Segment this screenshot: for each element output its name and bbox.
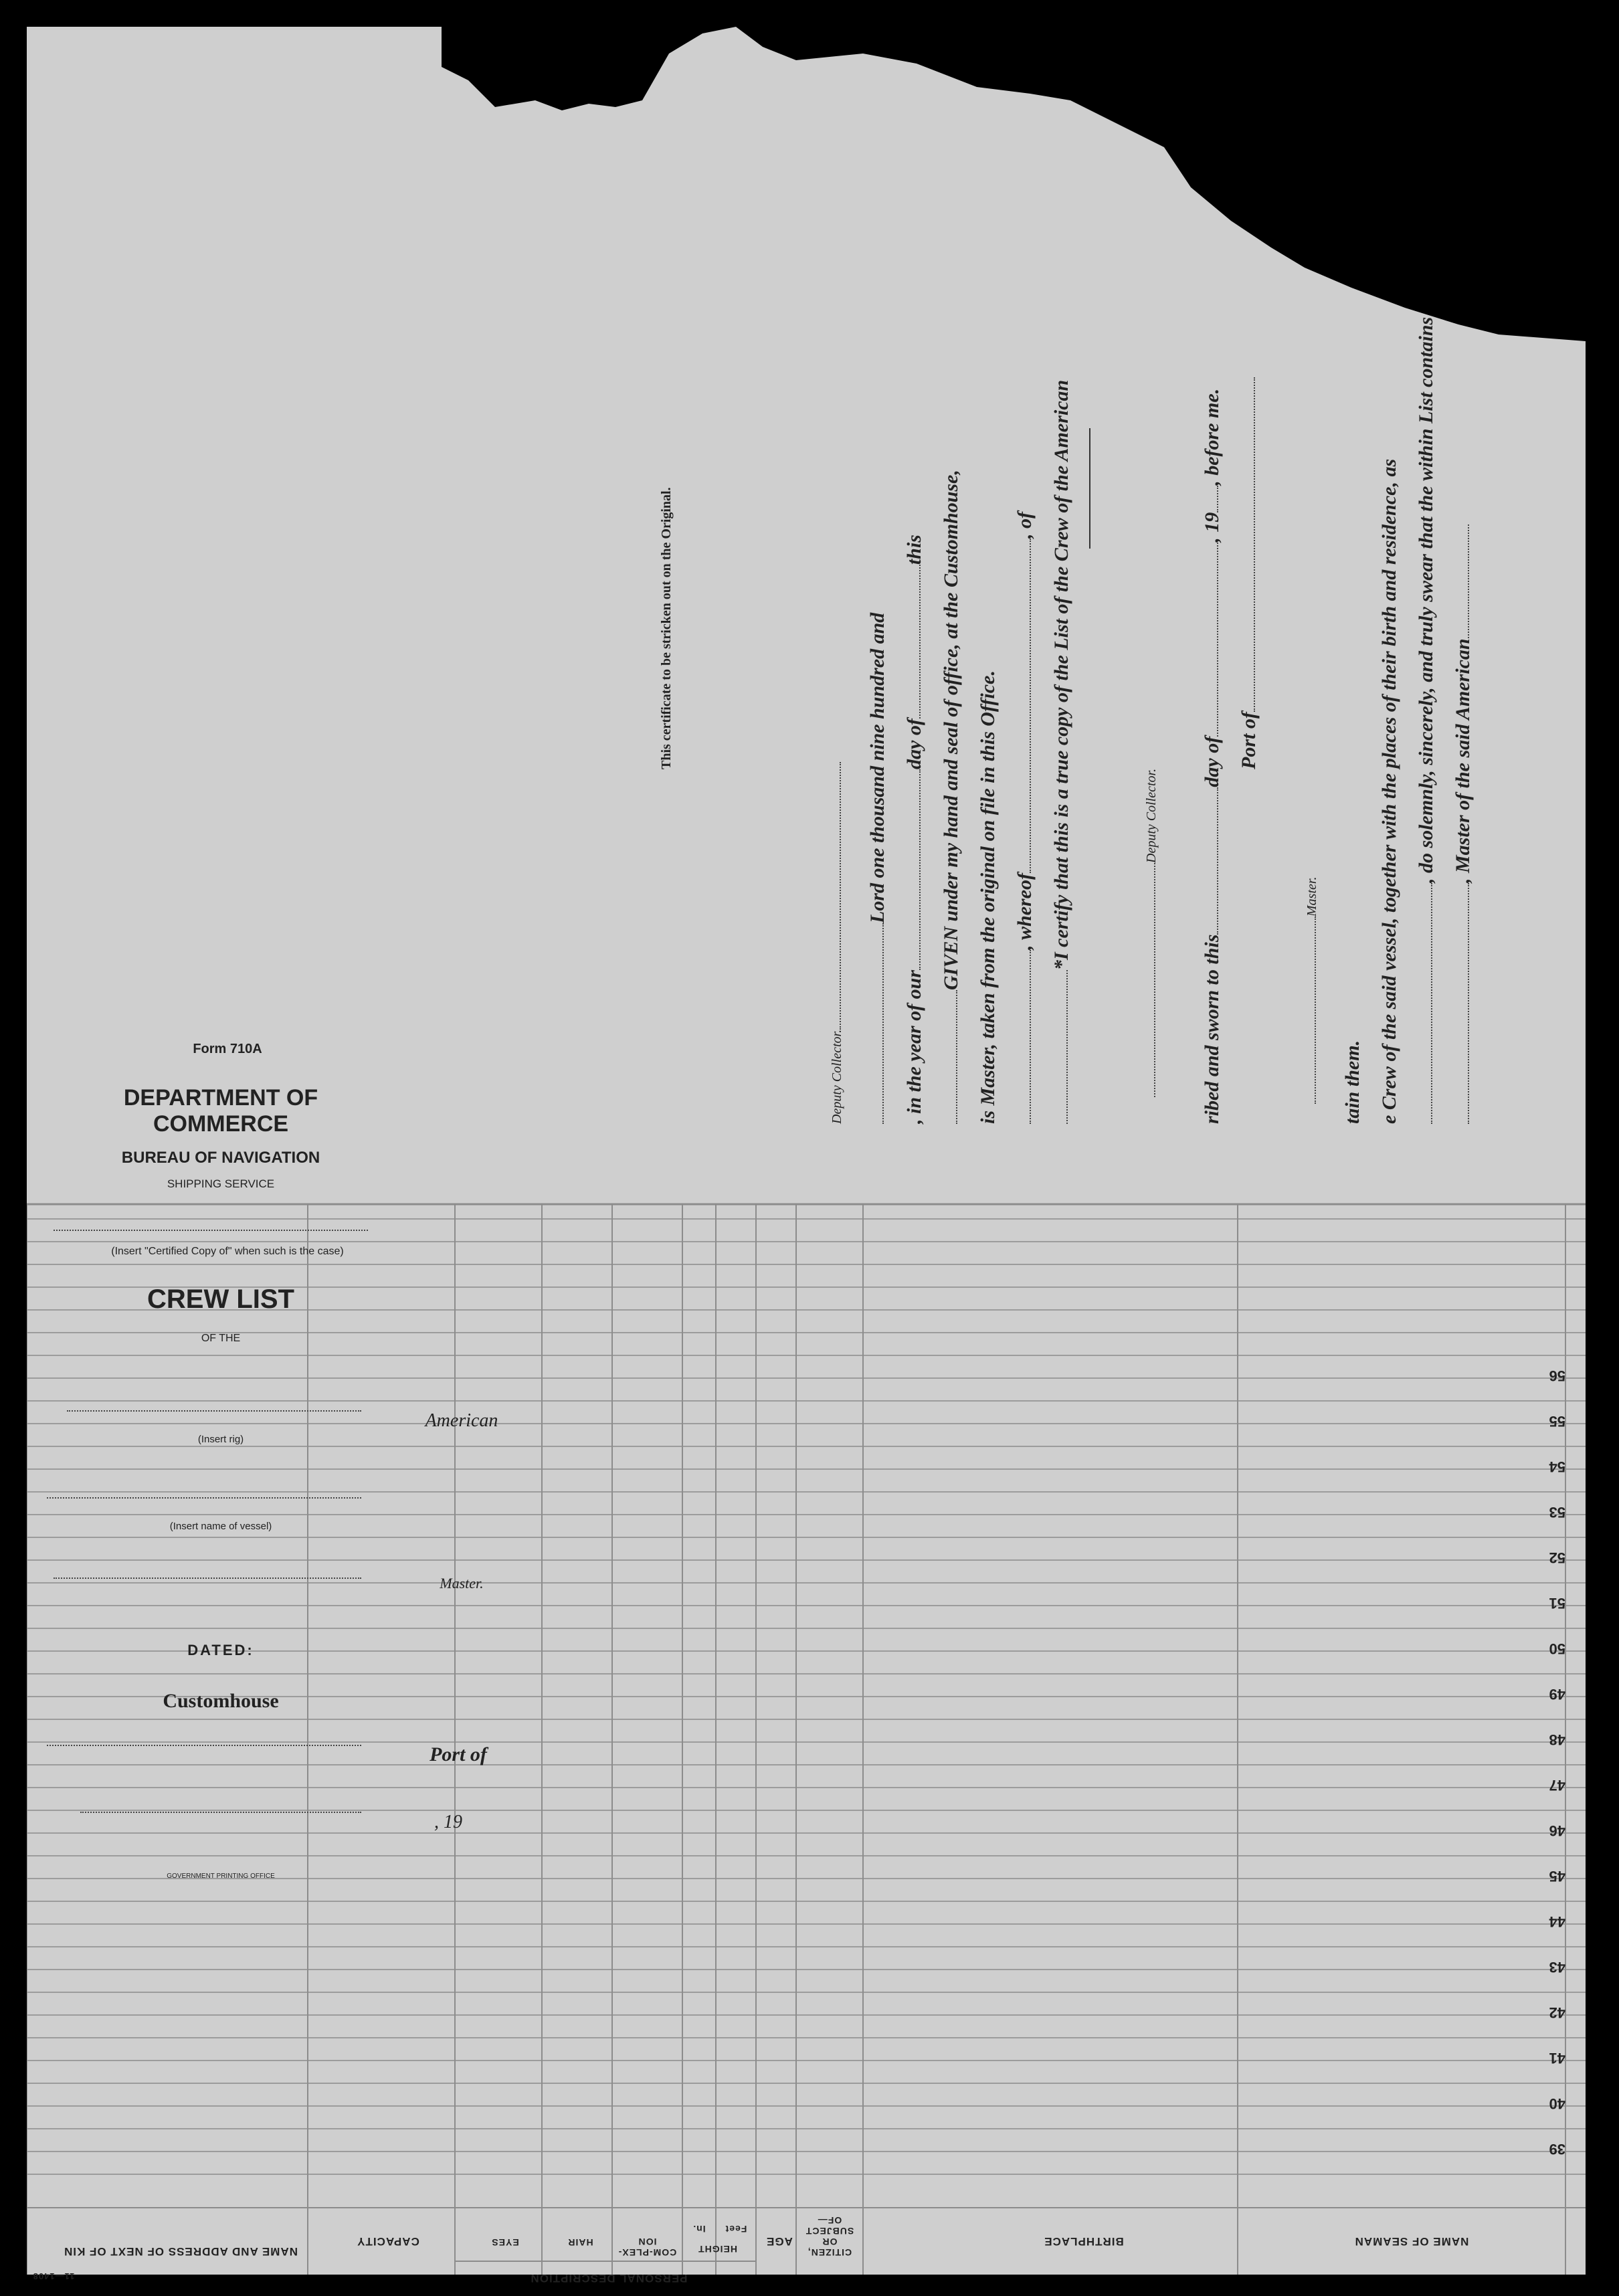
document-page: [27, 27, 1586, 2285]
print-code: 11—1408: [32, 2271, 75, 2281]
separator-line: [1089, 428, 1090, 549]
bureau: BUREAU OF NAVIGATION: [121, 1149, 320, 1167]
customhouse-label: Customhouse: [163, 1690, 279, 1712]
row-number: 42: [1549, 2004, 1565, 2021]
crew-list-title: CREW LIST: [147, 1284, 294, 1314]
header-personal-description: PERSONAL DESCRIPTION: [530, 2272, 688, 2285]
row-number: 39: [1549, 2141, 1565, 2158]
row-number: 47: [1549, 1777, 1565, 1794]
service: SHIPPING SERVICE: [167, 1177, 275, 1190]
row-number: 41: [1549, 2050, 1565, 2067]
oath-line-2: , do solemnly, sincerely, and truly swear that the within List contains: [1415, 316, 1437, 883]
year-19: , 19: [434, 1812, 462, 1832]
row-number: 52: [1549, 1549, 1565, 1566]
header-eyes: EYES: [491, 2237, 519, 2248]
form-number: Form 710A: [193, 1042, 262, 1056]
row-number: 45: [1549, 1868, 1565, 1885]
certified-note: (Insert "Certified Copy of" when such is the case): [111, 1246, 344, 1257]
row-number: 49: [1549, 1686, 1565, 1703]
oath-line-4: tain them.: [1341, 1040, 1363, 1124]
header-height: HEIGHT: [698, 2244, 737, 2255]
cert-line-6: Lord one thousand nine hundred and: [866, 612, 888, 923]
oath-port-label: Port of: [1238, 712, 1260, 769]
cert-note: This certificate to be stricken out on the Original.: [659, 487, 674, 769]
dated-label: DATED:: [187, 1642, 254, 1658]
row-number: 48: [1549, 1731, 1565, 1748]
row-number: 40: [1549, 2095, 1565, 2112]
header-citizen: CITIZEN, OR SUBJECT OF—: [805, 2215, 854, 2258]
cert-line-4: GIVEN under my hand and seal of office, at the Customhouse,: [940, 470, 962, 990]
cert-line-5b: day of: [903, 719, 925, 769]
header-capacity: CAPACITY: [357, 2235, 419, 2248]
header-feet: Feet: [725, 2224, 747, 2234]
port-line: [47, 1745, 361, 1746]
row-number: 50: [1549, 1640, 1565, 1657]
american-label: American: [425, 1410, 498, 1431]
row-number: 54: [1549, 1458, 1565, 1475]
printing-office: GOVERNMENT PRINTING OFFICE: [167, 1873, 275, 1880]
port-of-label: Port of: [430, 1743, 487, 1765]
oath-line-1: , Master of the said American: [1452, 638, 1474, 883]
oath-sworn: ribed and sworn to this: [1201, 934, 1223, 1124]
row-number: 43: [1549, 1959, 1565, 1976]
row-number: 53: [1549, 1504, 1565, 1521]
header-name-of-seaman: NAME OF SEAMAN: [1354, 2235, 1469, 2248]
insert-rig: (Insert rig): [197, 1434, 244, 1445]
oath-master-label: Master.: [1305, 876, 1319, 917]
row-number: 51: [1549, 1595, 1565, 1612]
oath-year: , 19: [1201, 512, 1223, 543]
torn-edge: [27, 27, 1586, 375]
cert-whereof: , whereof: [1014, 873, 1036, 950]
insert-vessel: (Insert name of vessel): [169, 1521, 272, 1532]
header-inches: In.: [692, 2224, 706, 2234]
cert-line-5c: , in the year of our: [903, 969, 925, 1124]
oath-line-3: e Crew of the said vessel, together with the places of their birth and residence, as: [1378, 458, 1400, 1124]
row-number: 55: [1549, 1413, 1565, 1430]
cert-line-3: is Master, taken from the original on file in this Office.: [977, 670, 999, 1124]
certified-line: [54, 1230, 368, 1231]
vessel-line: [47, 1497, 361, 1499]
header-next-of-kin: NAME AND ADDRESS OF NEXT OF KIN: [64, 2245, 298, 2258]
cert-line-1: *I certify that this is a true copy of the List of the Crew of the American: [1050, 379, 1072, 970]
oath-deputy: Deputy Collector.: [1144, 768, 1159, 863]
row-number: 46: [1549, 1822, 1565, 1839]
row-number: 44: [1549, 1913, 1565, 1930]
cert-of: , of: [1014, 512, 1036, 539]
date-line: [80, 1812, 361, 1813]
department: DEPARTMENT OF COMMERCE: [123, 1085, 318, 1137]
oath-day-of: day of: [1201, 736, 1223, 787]
oath-before-me: , before me.: [1201, 388, 1223, 486]
header-birthplace: BIRTHPLACE: [1044, 2235, 1124, 2248]
rig-line: [67, 1410, 361, 1412]
master-label: Master.: [440, 1575, 484, 1592]
of-the: OF THE: [201, 1333, 241, 1344]
cert-deputy: Deputy Collector.: [830, 1029, 844, 1124]
header-complexion: COM-PLEX-ION: [617, 2236, 677, 2258]
row-number: 56: [1549, 1367, 1565, 1384]
header-age: AGE: [766, 2235, 793, 2248]
cert-line-5a: this: [903, 535, 925, 565]
header-hair: HAIR: [567, 2237, 593, 2248]
master-line: [54, 1577, 361, 1579]
